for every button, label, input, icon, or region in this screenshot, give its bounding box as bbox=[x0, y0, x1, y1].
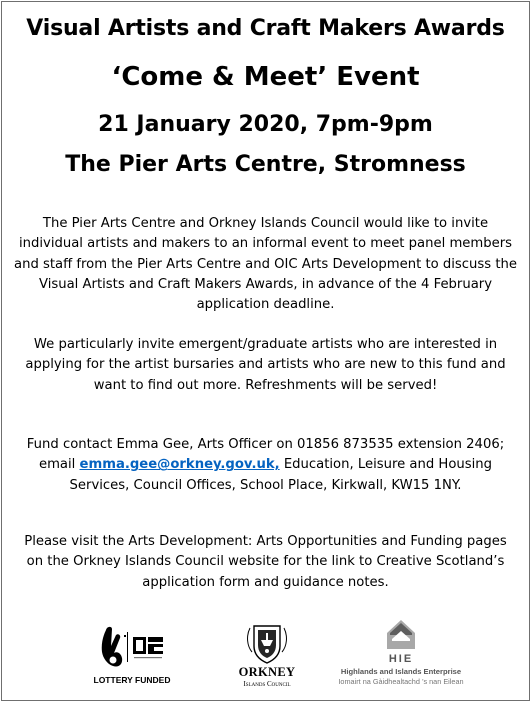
event-date-time: 21 January 2020, 7pm-9pm bbox=[98, 112, 433, 137]
orkney-subtitle-label: Islands Council bbox=[243, 680, 291, 688]
orkney-crest-icon bbox=[234, 622, 300, 666]
further-info-paragraph: Please visit the Arts Development: Arts Opportunities and Funding pages on the Orkney Islands Council website for the link to Creative Scotland’s application form and guidance notes. bbox=[24, 534, 507, 590]
lottery-funded-label: LOTTERY FUNDED bbox=[93, 675, 171, 685]
lottery-crossed-fingers-icon bbox=[86, 624, 178, 674]
contact-text-end: Education, Leisure and Housing Services, Council Offices, School Place, Kirkwall, KW15 1NY. bbox=[69, 457, 493, 493]
intro-paragraph: The Pier Arts Centre and Orkney Islands Council would like to invite individual artists and makers to an informal event to meet panel members and staff from the Pier Arts Centre and OIC Arts Development to discuss the Visual Artists and Craft Makers Awards, in advance of the 4 February application deadline. bbox=[14, 216, 517, 313]
hie-logo bbox=[326, 618, 476, 690]
document-page bbox=[1, 1, 530, 701]
lottery-funded-logo bbox=[86, 624, 178, 686]
event-title: ‘Come & Meet’ Event bbox=[111, 62, 420, 92]
event-series-title: Visual Artists and Craft Makers Awards bbox=[26, 16, 505, 41]
orkney-islands-council-logo bbox=[234, 622, 300, 690]
event-venue: The Pier Arts Centre, Stromness bbox=[65, 152, 466, 177]
orkney-name-label: ORKNEY bbox=[238, 665, 296, 679]
hie-gaelic-name: Iomairt na Gàidhealtachd ’s nan Eilean bbox=[338, 677, 464, 686]
hie-house-icon bbox=[326, 618, 476, 652]
hie-abbreviation: HIE bbox=[388, 653, 414, 665]
invitation-paragraph: We particularly invite emergent/graduate artists who are interested in applying for the artist bursaries and artists who are new to this fund and want to find out more. Refreshments will be served! bbox=[25, 337, 506, 393]
hie-english-name: Highlands and Islands Enterprise bbox=[340, 667, 462, 676]
contact-text-start: Fund contact Emma Gee, Arts Officer on 01856 873535 extension 2406; email bbox=[26, 437, 505, 473]
email-link[interactable]: emma.gee@orkney.gov.uk, bbox=[79, 457, 280, 473]
contact-paragraph bbox=[14, 435, 517, 496]
